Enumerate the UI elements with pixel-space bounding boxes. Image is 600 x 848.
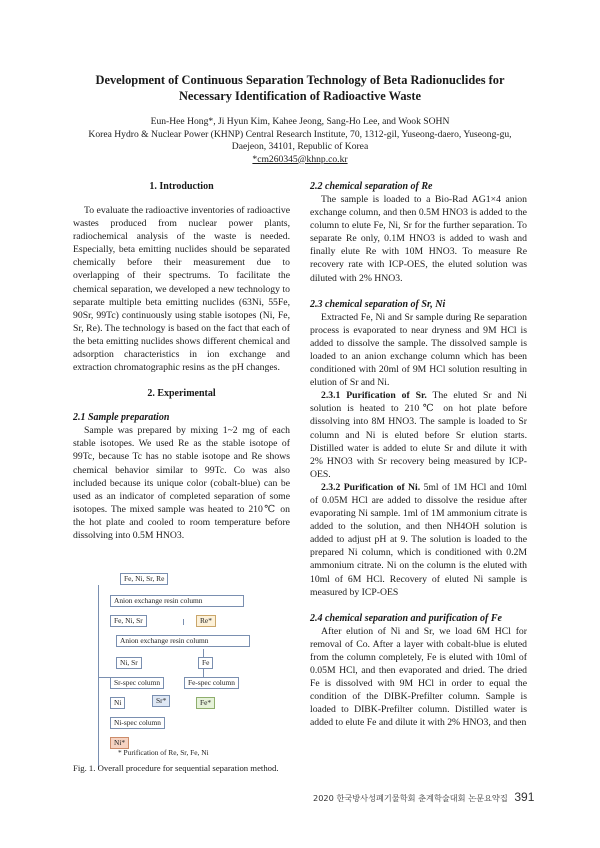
paper-title <box>60 72 540 104</box>
flow-box-ni: Ni <box>110 697 125 709</box>
title-line-1: Development of Continuous Separation Technology of Beta Radionuclides for <box>95 73 505 87</box>
flow-box-ni-sr: Ni, Sr <box>116 657 142 669</box>
intro-paragraph: To evaluate the radioactive inventories of radioactive wastes produced from nuclear power plants, radiochemical analysis of the waste is needed. Especially, beta emitting nuclides should be separated chemically before their measurement due to overlapping of their spectrums. To facilitate the chemical separation, we developed a new technology to separate multiple beta emitting nuclides (63Ni, 55Fe, 90Sr, 99Tc) continuously using stable isotopes (Ni, Fe, Sr, Re). The technology is based on the fact that each of the beta emitting nuclides shows different chemical and adsorption characteristics in ion exchange and extraction chromatographic resins as the pH changes. <box>73 205 290 374</box>
flow-box-ni-spec-column: Ni-spec column <box>110 717 165 729</box>
footer-proceedings-title: 2020 한국방사성폐기물학회 춘계학술대회 논문요약집 <box>313 793 508 803</box>
author-names: Eun-Hee Hong*, Ji Hyun Kim, Kahee Jeong, Sang-Ho Lee, and Wook SOHN <box>150 116 450 127</box>
flow-box-sr: Sr* <box>152 695 170 707</box>
section-2-1-paragraph: Sample was prepared by mixing 1~2 mg of each stable isotopes. We used Re as the stable isotope of 99Tc, because Tc has no stable isotope and Re shows chemical behavior similar to 99Tc. Co was also included because its unique color (cobalt-blue) can be used as an indicator of completed separation of some isotopes. The mixed sample was heated to 210℃ on the hot plate and cooled to room temperature before dissolving into 0.5M HNO3. <box>73 425 290 541</box>
experimental-heading: 2. Experimental <box>147 388 216 400</box>
section-2-2-paragraph: The sample is loaded to a Bio-Rad AG1×4 anion exchange column, and then 0.5M HNO3 is added to the column to elute Fe, Ni, Sr for the further separation. To separate Re only, 0.1M HNO3 is added to wash and finally elute Re with 10M HNO3. To measure Re recovery rate with ICP-OES, the eluted solution was diluted with 2% HNO3. <box>310 194 527 284</box>
flow-box-ni-star: Ni* <box>110 737 129 749</box>
page-footer <box>313 790 533 804</box>
section-2-3-heading: 2.3 chemical separation of Sr, Ni <box>310 298 446 310</box>
intro-heading: 1. Introduction <box>149 181 214 192</box>
left-column <box>73 180 290 542</box>
flow-box-re: Re* <box>196 615 216 627</box>
flow-box-anion-column-2: Anion exchange resin column <box>116 635 250 647</box>
flow-box-sr-spec-column: Sr-spec column <box>110 677 164 689</box>
page-number: 391 <box>514 790 535 804</box>
section-2-2-heading: 2.2 chemical separation of Re <box>310 181 433 192</box>
author-block <box>40 116 560 166</box>
section-2-1-heading: 2.1 Sample preparation <box>73 412 170 424</box>
section-2-4-heading: 2.4 chemical separation and purification of Fe <box>310 612 502 624</box>
flow-box-fe-ni-sr-re: Fe, Ni, Sr, Re <box>120 573 168 585</box>
title-line-2: Necessary Identification of Radioactive Waste <box>178 89 422 103</box>
figure-caption: Fig. 1. Overall procedure for sequential separation method. <box>73 763 279 773</box>
flow-box-fe-spec-column: Fe-spec column <box>184 677 239 689</box>
flow-box-anion-column-1: Anion exchange resin column <box>110 595 244 607</box>
flow-box-fe: Fe <box>198 657 213 669</box>
affiliation-line-1: Korea Hydro & Nuclear Power (KHNP) Central Research Institute, 70, 1312-gil, Yuseong-daero, Yuseong-gu, <box>88 128 512 140</box>
affiliation-line-2: Daejeon, 34101, Republic of Korea <box>231 141 369 153</box>
email-link[interactable]: *cm260345@khnp.co.kr <box>252 153 348 165</box>
separation-flow-diagram <box>80 573 290 773</box>
section-2-3-2-text: 5ml of 1M HCl and 10ml of 0.05M HCl are added to dissolve the residue after evaporating Ni sample. 1ml of 1M ammonium citrate is added to the solution, and then NH4OH solution is added to adjust pH at 9. The solution is loaded to the prepared Ni column, which is conditioned with 0.2M ammonium citrate. Ni on the column is the eluted with 10ml of 6M HCl. Recovery of eluted Ni sample is measured by ICP-OES <box>310 481 527 598</box>
flow-box-fe-star: Fe* <box>196 697 215 709</box>
section-2-3-1-label: 2.3.1 Purification of Sr. <box>321 390 427 402</box>
section-2-3-1-paragraph <box>310 389 527 481</box>
flow-diagram-note: * Purification of Re, Sr, Fe, Ni <box>118 748 209 757</box>
right-column <box>310 180 527 729</box>
flow-box-fe-ni-sr: Fe, Ni, Sr <box>110 615 147 627</box>
section-2-3-paragraph: Extracted Fe, Ni and Sr sample during Re separation process is evaporated to near dryness and 9M HCl is added to dissolve the sample. The dissolved sample is loaded to an anion exchange column which has been conditioned with 20ml of 9M HCl solution resulting in elution of Sr and Ni. <box>310 311 527 389</box>
section-2-3-2-label: 2.3.2 Purification of Ni. <box>321 481 421 493</box>
section-2-3-2-paragraph <box>310 481 527 599</box>
section-2-4-paragraph: After elution of Ni and Sr, we load 6M HCl for removal of Co. After a layer with cobalt-blue is eluted from the column completely, Fe is eluted with 10ml of 0.05M HCl, and then evaporated and dried. The dried Fe is dissolved with 9M HCl in order to equal the condition of the DIBK-Prefilter column. Sample is loaded to DIBK-Prefilter column. Distilled water is added to elute Fe and dilute it with 2% HNO3, and then <box>310 625 527 729</box>
section-2-3-1-text: The eluted Sr and Ni solution is heated to 210℃ on hot plate before dissolving into 8M HNO3. The sample is loaded to Sr column and Ni is eluted before Sr elution starts. Distilled water is added to elute Sr and dilute it with 2% HNO3 with Sr recovery being measured by ICP-OES. <box>310 390 527 480</box>
